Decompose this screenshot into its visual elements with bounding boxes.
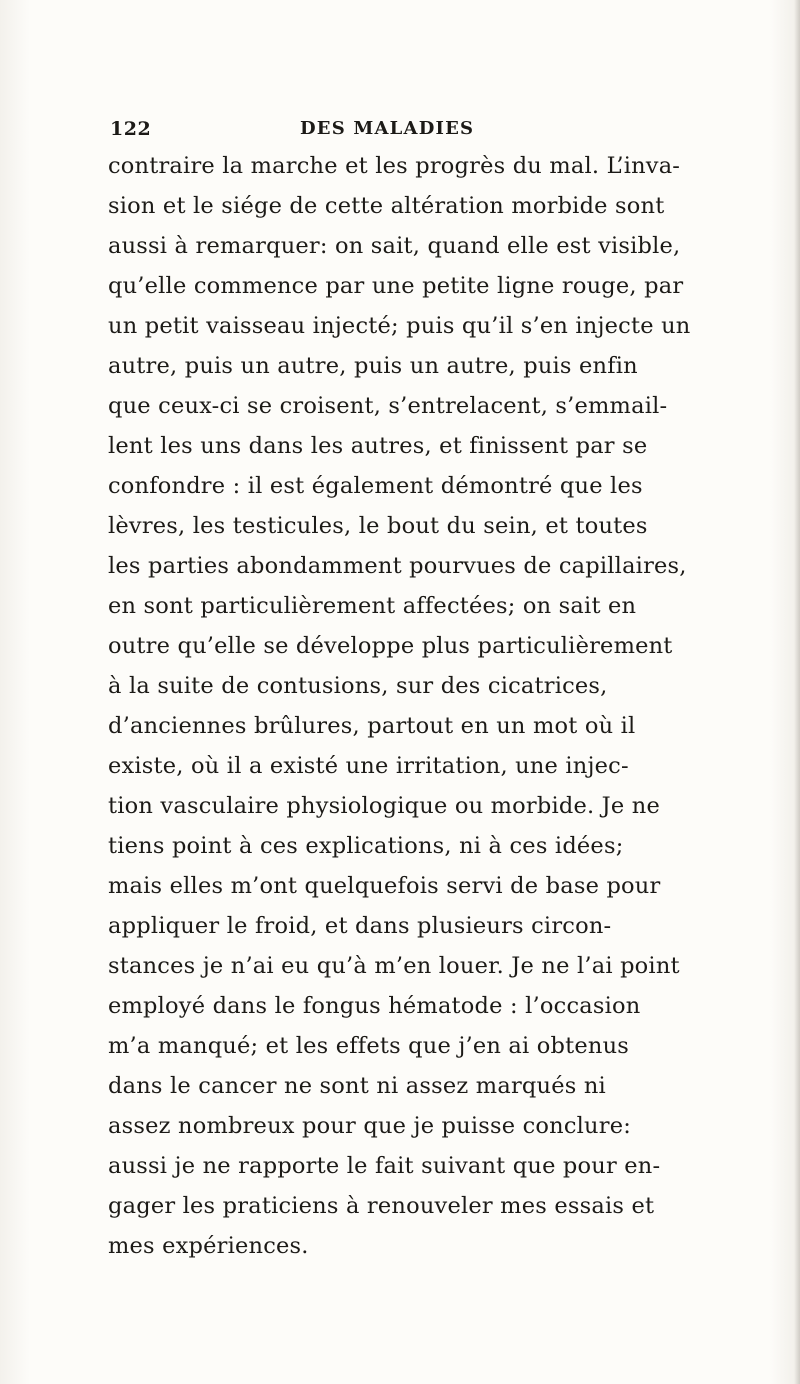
text-line: tion vasculaire physiologique ou morbide. Je ne [108, 793, 660, 819]
text-line: lent les uns dans les autres, et finissent par se [108, 433, 648, 459]
text-line: assez nombreux pour que je puisse conclure: [108, 1113, 631, 1139]
text-line: contraire la marche et les progrès du mal. L’inva- [108, 153, 681, 179]
text-line: en sont particulièrement affectées; on sait en [108, 593, 637, 619]
text-line: d’anciennes brûlures, partout en un mot où il [108, 713, 636, 739]
text-line: sion et le siége de cette altération morbide sont [108, 193, 665, 219]
text-line: m’a manqué; et les effets que j’en ai obtenus [108, 1033, 630, 1059]
text-line: existe, où il a existé une irritation, une injec- [108, 753, 629, 779]
running-head: DES MALADIES [300, 118, 475, 139]
text-line: autre, puis un autre, puis un autre, puis enfin [108, 353, 638, 379]
text-line: mais elles m’ont quelquefois servi de base pour [108, 873, 661, 899]
text-line: gager les praticiens à renouveler mes essais et [108, 1193, 655, 1219]
text-line: employé dans le fongus hématode : l’occasion [108, 993, 641, 1019]
text-line: lèvres, les testicules, le bout du sein, et toutes [108, 513, 648, 539]
text-line: appliquer le froid, et dans plusieurs circon- [108, 913, 612, 939]
text-line: que ceux-ci se croisent, s’entrelacent, s’emmail- [108, 393, 668, 419]
text-line: aussi je ne rapporte le fait suivant que pour en- [108, 1153, 661, 1179]
text-line: outre qu’elle se développe plus particulièrement [108, 633, 673, 659]
text-line: mes expériences. [108, 1233, 309, 1259]
page-header [110, 118, 690, 144]
text-line: un petit vaisseau injecté; puis qu’il s’en injecte un [108, 313, 691, 339]
text-line: les parties abondamment pourvues de capillaires, [108, 553, 687, 579]
text-line: tiens point à ces explications, ni à ces idées; [108, 833, 624, 859]
page-edge-shadow [794, 0, 800, 1384]
text-line: qu’elle commence par une petite ligne rouge, par [108, 273, 684, 299]
text-line: aussi à remarquer: on sait, quand elle est visible, [108, 233, 681, 259]
body-text [108, 146, 728, 1266]
text-line: à la suite de contusions, sur des cicatrices, [108, 673, 608, 699]
page-number: 122 [110, 118, 152, 140]
text-line: confondre : il est également démontré que les [108, 473, 643, 499]
text-line: stances je n’ai eu qu’à m’en louer. Je ne l’ai point [108, 953, 680, 979]
text-line: dans le cancer ne sont ni assez marqués ni [108, 1073, 606, 1099]
